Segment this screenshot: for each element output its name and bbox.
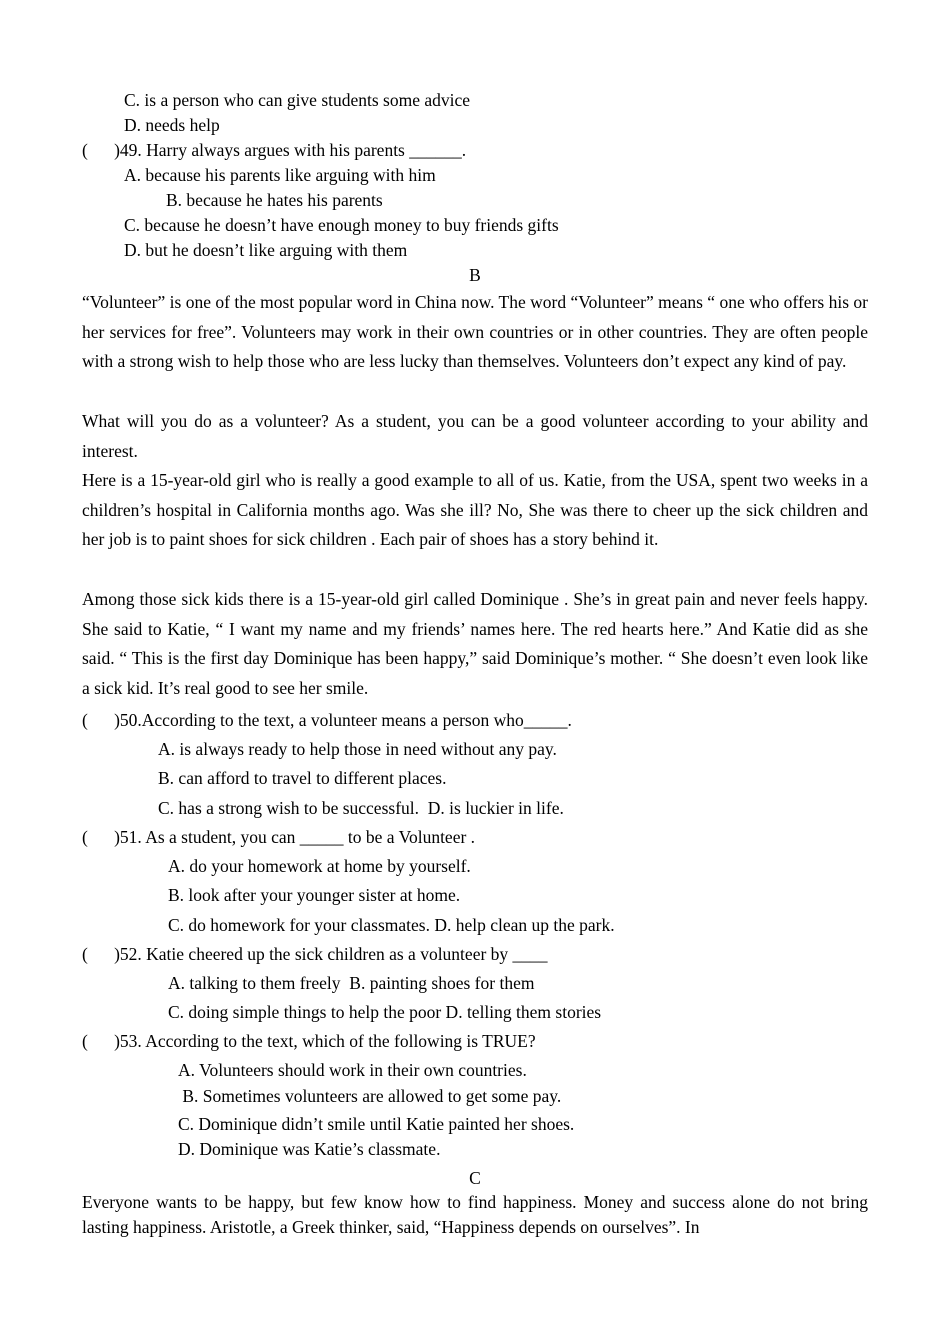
q49-option-c: C. because he doesn’t have enough money to buy friends gifts <box>124 215 559 235</box>
q53-stem: ( )53. According to the text, which of the following is TRUE? <box>82 1031 536 1051</box>
q50-stem: ( )50.According to the text, a volunteer means a person who_____. <box>82 710 572 730</box>
q52-options-a-b: A. talking to them freely B. painting shoes for them <box>168 973 535 993</box>
section-b-heading: B <box>469 265 481 285</box>
q51-options-c-d: C. do homework for your classmates. D. help clean up the park. <box>168 915 615 935</box>
q51-option-b: B. look after your younger sister at home. <box>168 885 461 905</box>
q49-option-d: D. but he doesn’t like arguing with them <box>124 240 408 260</box>
q52-stem: ( )52. Katie cheered up the sick children as a volunteer by ____ <box>82 944 548 964</box>
section-c-heading: C <box>469 1168 481 1188</box>
q51-stem: ( )51. As a student, you can _____ to be a Volunteer . <box>82 827 476 847</box>
q49-option-a: A. because his parents like arguing with him <box>124 165 436 185</box>
section-b-paragraph-2: What will you do as a volunteer? As a student, you can be a good volunteer according to your ability and interest. <box>82 411 868 461</box>
q48-option-c: C. is a person who can give students some advice <box>124 90 471 110</box>
q49-stem: ( )49. Harry always argues with his parents ______. <box>82 140 467 160</box>
q50-options-c-d: C. has a strong wish to be successful. D. is luckier in life. <box>158 798 564 818</box>
section-b-paragraph-1: “Volunteer” is one of the most popular word in China now. The word “Volunteer” means “ one who offers his or her services for free”. Volunteers may work in their own countries or in other countries. They are often people with a strong wish to help those who are less lucky than themselves. Volunteers don’t expect any kind of pay. <box>82 292 868 372</box>
q53-option-b: B. Sometimes volunteers are allowed to get some pay. <box>178 1086 562 1106</box>
section-c-paragraph-1: Everyone wants to be happy, but few know how to find happiness. Money and success alone do not bring lasting happiness. Aristotle, a Greek thinker, said, “Happiness depends on ourselves”. In <box>82 1192 868 1237</box>
q53-option-d: D. Dominique was Katie’s classmate. <box>178 1139 441 1159</box>
section-b-paragraph-3: Here is a 15-year-old girl who is really a good example to all of us. Katie, from the USA, spent two weeks in a children’s hospital in California months ago. Was she ill? No, She was there to cheer up the sick children and her job is to paint shoes for sick children . Each pair of shoes has a story behind it. <box>82 470 868 550</box>
q48-option-d: D. needs help <box>124 115 220 135</box>
q50-option-a: A. is always ready to help those in need without any pay. <box>158 739 557 759</box>
q52-options-c-d: C. doing simple things to help the poor D. telling them stories <box>168 1002 602 1022</box>
q51-option-a: A. do your homework at home by yourself. <box>168 856 471 876</box>
q50-option-b: B. can afford to travel to different places. <box>158 768 447 788</box>
q49-option-b: B. because he hates his parents <box>166 190 383 210</box>
q53-option-c: C. Dominique didn’t smile until Katie painted her shoes. <box>178 1114 575 1134</box>
section-b-paragraph-4: Among those sick kids there is a 15-year-old girl called Dominique . She’s in great pain and never feels happy. She said to Katie, “ I want my name and my friends’ names here. The red hearts here.” And Katie did as she said. “ This is the first day Dominique has been happy,” said Dominique’s mother. “ She doesn’t even look like a sick kid. It’s real good to see her smile. <box>82 589 868 699</box>
q53-option-a: A. Volunteers should work in their own countries. <box>178 1060 527 1080</box>
